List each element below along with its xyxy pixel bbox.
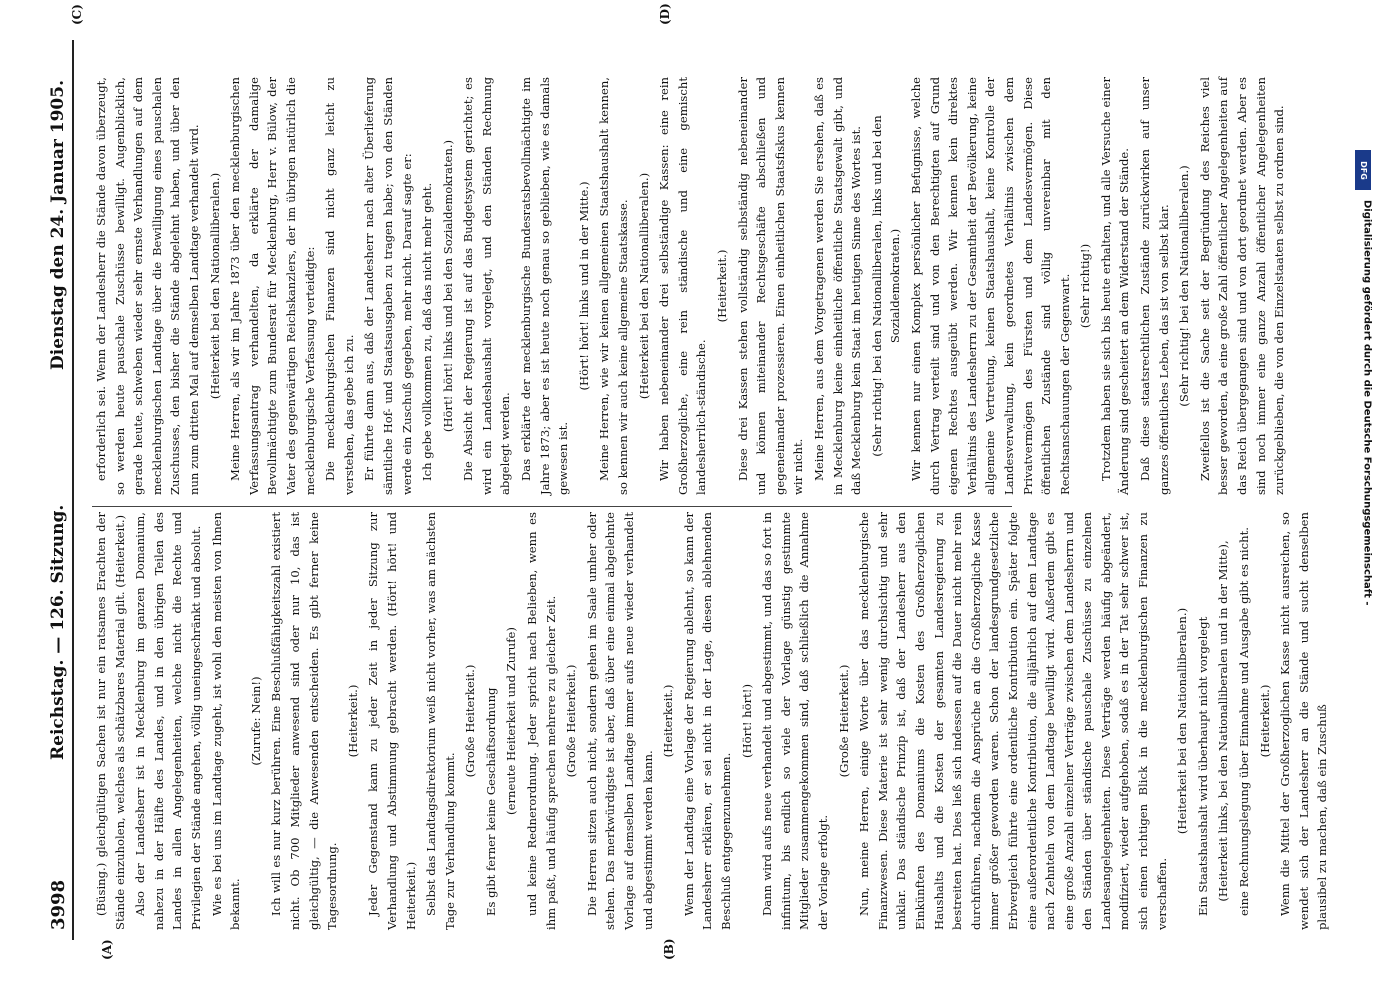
paragraph: (Heiterkeit.) (345, 684, 360, 758)
paragraph: (Große Heiterkeit.) (836, 664, 851, 778)
session-date: Dienstag den 24. Januar 1905. (48, 80, 68, 370)
paragraph: erforderlich sei. Wenn der Landesherr die Stände davon überzeugt, so werden heute pauschale Zuschüsse bewilligt. Augenblicklich, gerade heute, schweben wieder sehr ernste Verhandlungen auf dem mecklenburgischen Landtage über die Bewilligung eines pauschalen Zuschusses, den bisher die Stände abgelehnt haben, und über den nun zum dritten Mal auf demselben Landtage verhandelt wird. (94, 77, 201, 495)
column-divider (92, 506, 1012, 507)
paragraph: (Hört! hört! links und bei den Sozialdemokraten.) (440, 139, 455, 433)
paragraph: (Heiterkeit.) (1257, 684, 1272, 758)
paragraph: (Sehr richtig! bei den Nationalliberalen, links und bei den Sozialdemokraten.) (869, 115, 903, 457)
paragraph: Ich will es nur kurz berühren. Eine Beschlußfähigkeitszahl existiert nicht. Ob 700 Mitglieder anwesend sind oder nur 10, das ist gleichgültig, — die Anwesenden entscheiden. Es gibt ferner keine Tagesordnung. (269, 512, 340, 930)
margin-marker-b: (B) (662, 938, 676, 960)
page-header (42, 40, 76, 960)
paragraph: (Sehr richtig! bei den Nationalliberalen.) (1177, 165, 1192, 407)
paragraph: (Hört! hört!) (739, 684, 754, 758)
session-title: Reichstag. — 126. Sitzung. (48, 504, 68, 760)
paragraph: Dann wird aufs neue verhandelt und abgestimmt, und das so fort in infinitum, bis endlich so viele der Vorlage günstig gestimmte Mitglieder zusammengekommen sind, daß schließlich die Annahme der Vorlage erfolgt. (760, 512, 830, 930)
margin-marker-c: (C) (70, 4, 84, 25)
paragraph: (Büsing.) gleichgültigen Sachen ist nur ein ratsames Erachten der Stände einzuholen, welches als schätzbares Material gilt. (Heiterkeit.) (94, 512, 127, 930)
paragraph: Die mecklenburgischen Finanzen sind nicht ganz leicht zu verstehen, das gebe ich zu. (323, 77, 356, 495)
paragraph: Trotzdem haben sie sich bis heute erhalten, und alle Versuche einer Änderung sind gescheitert an dem Widerstand der Stände. (1098, 77, 1132, 495)
paragraph: (Hört! hört! links und in der Mitte.) (576, 181, 591, 391)
paragraph: Also der Landesherr ist in Mecklenburg im ganzen Domanium, nahezu in der Hälfte des Landes, und in den übrigen Teilen des Landes in allen Angelegenheiten, welche nicht die Rechte und Privilegien der Stände angehen, völlig uneingeschränkt und absolut. (133, 512, 203, 930)
paragraph: Nun, meine Herren, einige Worte über das mecklenburgische Finanzwesen. Diese Materie ist sehr wenig durchsichtig und sehr unklar. Das ständische Prinzip ist, daß der Landesherr aus den Einkünften des Domaniums die Kosten des Großherzoglichen Haushalts und die Kosten der gesamten Landesregierung zu bestreiten hat. Dies ließ sich indessen auf die Dauer nicht mehr rein durchführen, nachdem die Ansprüche an die Großherzogliche Kasse immer größer geworden waren. Schon der landesgrundgesetzliche Erbvergleich führte eine ordentliche Kontribution ein. Später folgte eine außerordentliche Kontribution, die alljährlich auf dem Landtage nach Zehnteln von dem Landtage bewilligt wird. Außerdem gibt es eine große Anzahl einzelner Verträge zwischen dem Landesherrn und den Ständen über ständische pauschale Zuschüsse zu einzelnen Landesangelegenheiten. Diese Verträge werden häufig abgeändert, modifiziert, wieder aufgehoben, sodaß es in der Tat sehr schwer ist, sich einen richtigen Blick in die mecklenburgischen Finanzen zu verschaffen. (857, 512, 1169, 930)
margin-marker-a: (A) (100, 939, 114, 960)
paragraph: Meine Herren, als wir im Jahre 1873 über den mecklenburgischen Verfassungsantrag verhandelten, da erklärte der damalige Bevollmächtigte zum Bundesrat für Mecklenburg, Herr v. Bülow, der Vater des gegenwärtigen Reichskanzlers, der im übrigen natürlich die mecklenburgische Verfassung verteidigte: (228, 77, 317, 495)
paragraph: (Zurufe: Nein!) (248, 676, 263, 766)
paragraph: Selbst das Landtagsdirektorium weiß nicht vorher, was am nächsten Tage zur Verhandlung kommt. (424, 511, 457, 930)
paragraph: (Große Heiterkeit.) (463, 664, 478, 778)
paragraph: (Heiterkeit links, bei den Nationalliberalen und in der Mitte), (1216, 540, 1231, 902)
paragraph: Wir kennen nur einen Komplex persönlicher Befugnisse, welche durch Vertrag verteilt sind und von den Berechtigten auf Grund eigenen Rechtes ausgeübt werden. Wir kennen kein direktes Verhältnis des Landesherrn zu der Gesamtheit der Bevölkerung, keine allgemeine Vertretung, keinen Staatshaushalt, keine Kontrolle der Landesverwaltung, kein geordnetes Verhältnis zwischen dem Privatvermögen des Fürsten und dem Landesvermögen. Diese öffentlichen Zustände sind völlig unvereinbar mit den Rechtsanschauungen der Gegenwart. (908, 77, 1072, 495)
paragraph: Ein Staatshaushalt wird überhaupt nicht vorgelegt (1195, 616, 1210, 916)
text-column-right (92, 77, 1292, 495)
page-number: 3998 (48, 879, 69, 930)
paragraph: (Heiterkeit bei den Nationalliberalen.) (207, 172, 222, 400)
paragraph: Diese drei Kassen stehen vollständig selbständig nebeneinander und können miteinander Rechtsgeschäfte abschließen und gegeneinander prozessieren. Einen einheitlichen Staatsfiskus kennen wir nicht. (735, 77, 806, 495)
paragraph: Meine Herren, aus dem Vorgetragenen werden Sie ersehen, daß es in Mecklenburg keine einheitliche öffentliche Staatsgewalt gibt, und daß Mecklenburg kein Staat im heutigen Sinne des Wortes ist. (811, 77, 864, 495)
paragraph: Zweifellos ist die Sache seit der Begründung des Reiches viel besser geworden, da eine große Zahl öffentlicher Angelegenheiten auf das Reich übergegangen sind und von dort geordnet werden. Aber es sind noch immer eine ganze Anzahl öffentlicher Angelegenheiten zurückgeblieben, die von den Einzelstaaten selbst zu ordnen sind. (1197, 77, 1287, 495)
paragraph: (Große Heiterkeit.) (564, 664, 579, 778)
paragraph: Die Herren sitzen auch nicht, sondern gehen im Saale umher oder stehen. Das merkwürdigste ist aber, daß über eine einmal abgelehnte Vorlage auf demselben Landtage immer aufs neue wieder verhandelt und abgestimmt werden kann. (584, 512, 655, 930)
paragraph: Jeder Gegenstand kann zu jeder Zeit in jeder Sitzung zur Verhandlung und Abstimmung gebracht werden. (Hört! hört! und Heiterkeit.) (366, 512, 418, 930)
credit-text: Digitalisierung gefördert durch die Deutsche Forschungsgemeinschaft - (1362, 200, 1373, 606)
paragraph: (Heiterkeit bei den Nationalliberalen.) (636, 172, 651, 400)
paragraph: (Heiterkeit.) (715, 249, 729, 323)
paragraph: (Heiterkeit bei den Nationalliberalen.) (1175, 607, 1190, 835)
paragraph: Wir haben nebeneinander drei selbständige Kassen: eine rein Großherzogliche, eine rein ständische und eine gemischt landesherrlich-ständische. (657, 77, 709, 495)
paragraph: Das erklärte der mecklenburgische Bundesratsbevollmächtigte im Jahre 1873; aber es ist heute noch genau so geblieben, wie es damals gewesen ist. (519, 77, 571, 495)
margin-marker-d: (D) (658, 3, 672, 25)
paragraph: eine Rechnungslegung über Einnahme und Ausgabe gibt es nicht. (1237, 527, 1252, 916)
paragraph: Ich gebe vollkommen zu, daß das nicht mehr geht. (420, 182, 435, 481)
paragraph: (Sehr richtig!) (1078, 243, 1093, 329)
dfg-logo: DFG (1355, 150, 1371, 190)
text-column-left (92, 511, 1330, 930)
paragraph: Wenn der Landtag eine Vorlage der Regierung ablehnt, so kann der Landesherr erklären, er sei nicht in der Lage, diesen ablehnenden Beschluß entgegenzunehmen. (681, 512, 733, 930)
paragraph: Wenn die Mittel der Großherzoglichen Kasse nicht ausreichen, so wendet sich der Landesherr an die Stände und sucht denselben plausibel zu machen, daß ein Zuschuß (1278, 512, 1330, 930)
paragraph: (Heiterkeit.) (661, 684, 676, 758)
paragraph: Daß diese staatsrechtlichen Zustände zurückwirken auf unser ganzes öffentliches Leben, das ist von selbst klar. (1138, 77, 1171, 495)
paragraph: Meine Herren, wie wir keinen allgemeinen Staatshaushalt kennen, so kennen wir auch keine allgemeine Staatskasse. (597, 77, 631, 495)
digitization-credit (1355, 140, 1375, 860)
paragraph: Er führte dann aus, daß der Landesherr nach alter Überlieferung sämtliche Hof- und Staatsausgaben zu tragen habe; von den Ständen werde ein Zuschuß gegeben, mehr nicht. Darauf sagte er: (362, 77, 414, 495)
header-rule (72, 40, 74, 940)
paragraph: (erneute Heiterkeit und Zurufe) (504, 627, 519, 815)
paragraph: Die Absicht der Regierung ist auf das Budgetsystem gerichtet; es wird ein Landeshaushalt vorgelegt, und den Ständen Rechnung abgelegt werden. (461, 77, 513, 495)
paragraph: Es gibt ferner keine Geschäftsordnung (483, 687, 498, 916)
paragraph: Wie es bei uns im Landtage zugeht, ist wohl den meisten von Ihnen bekannt. (209, 512, 243, 930)
paragraph: und keine Rednerordnung. Jeder spricht nach Belieben, wenn es ihm paßt, und häufig sprechen mehrere zu gleicher Zeit. (525, 512, 558, 930)
